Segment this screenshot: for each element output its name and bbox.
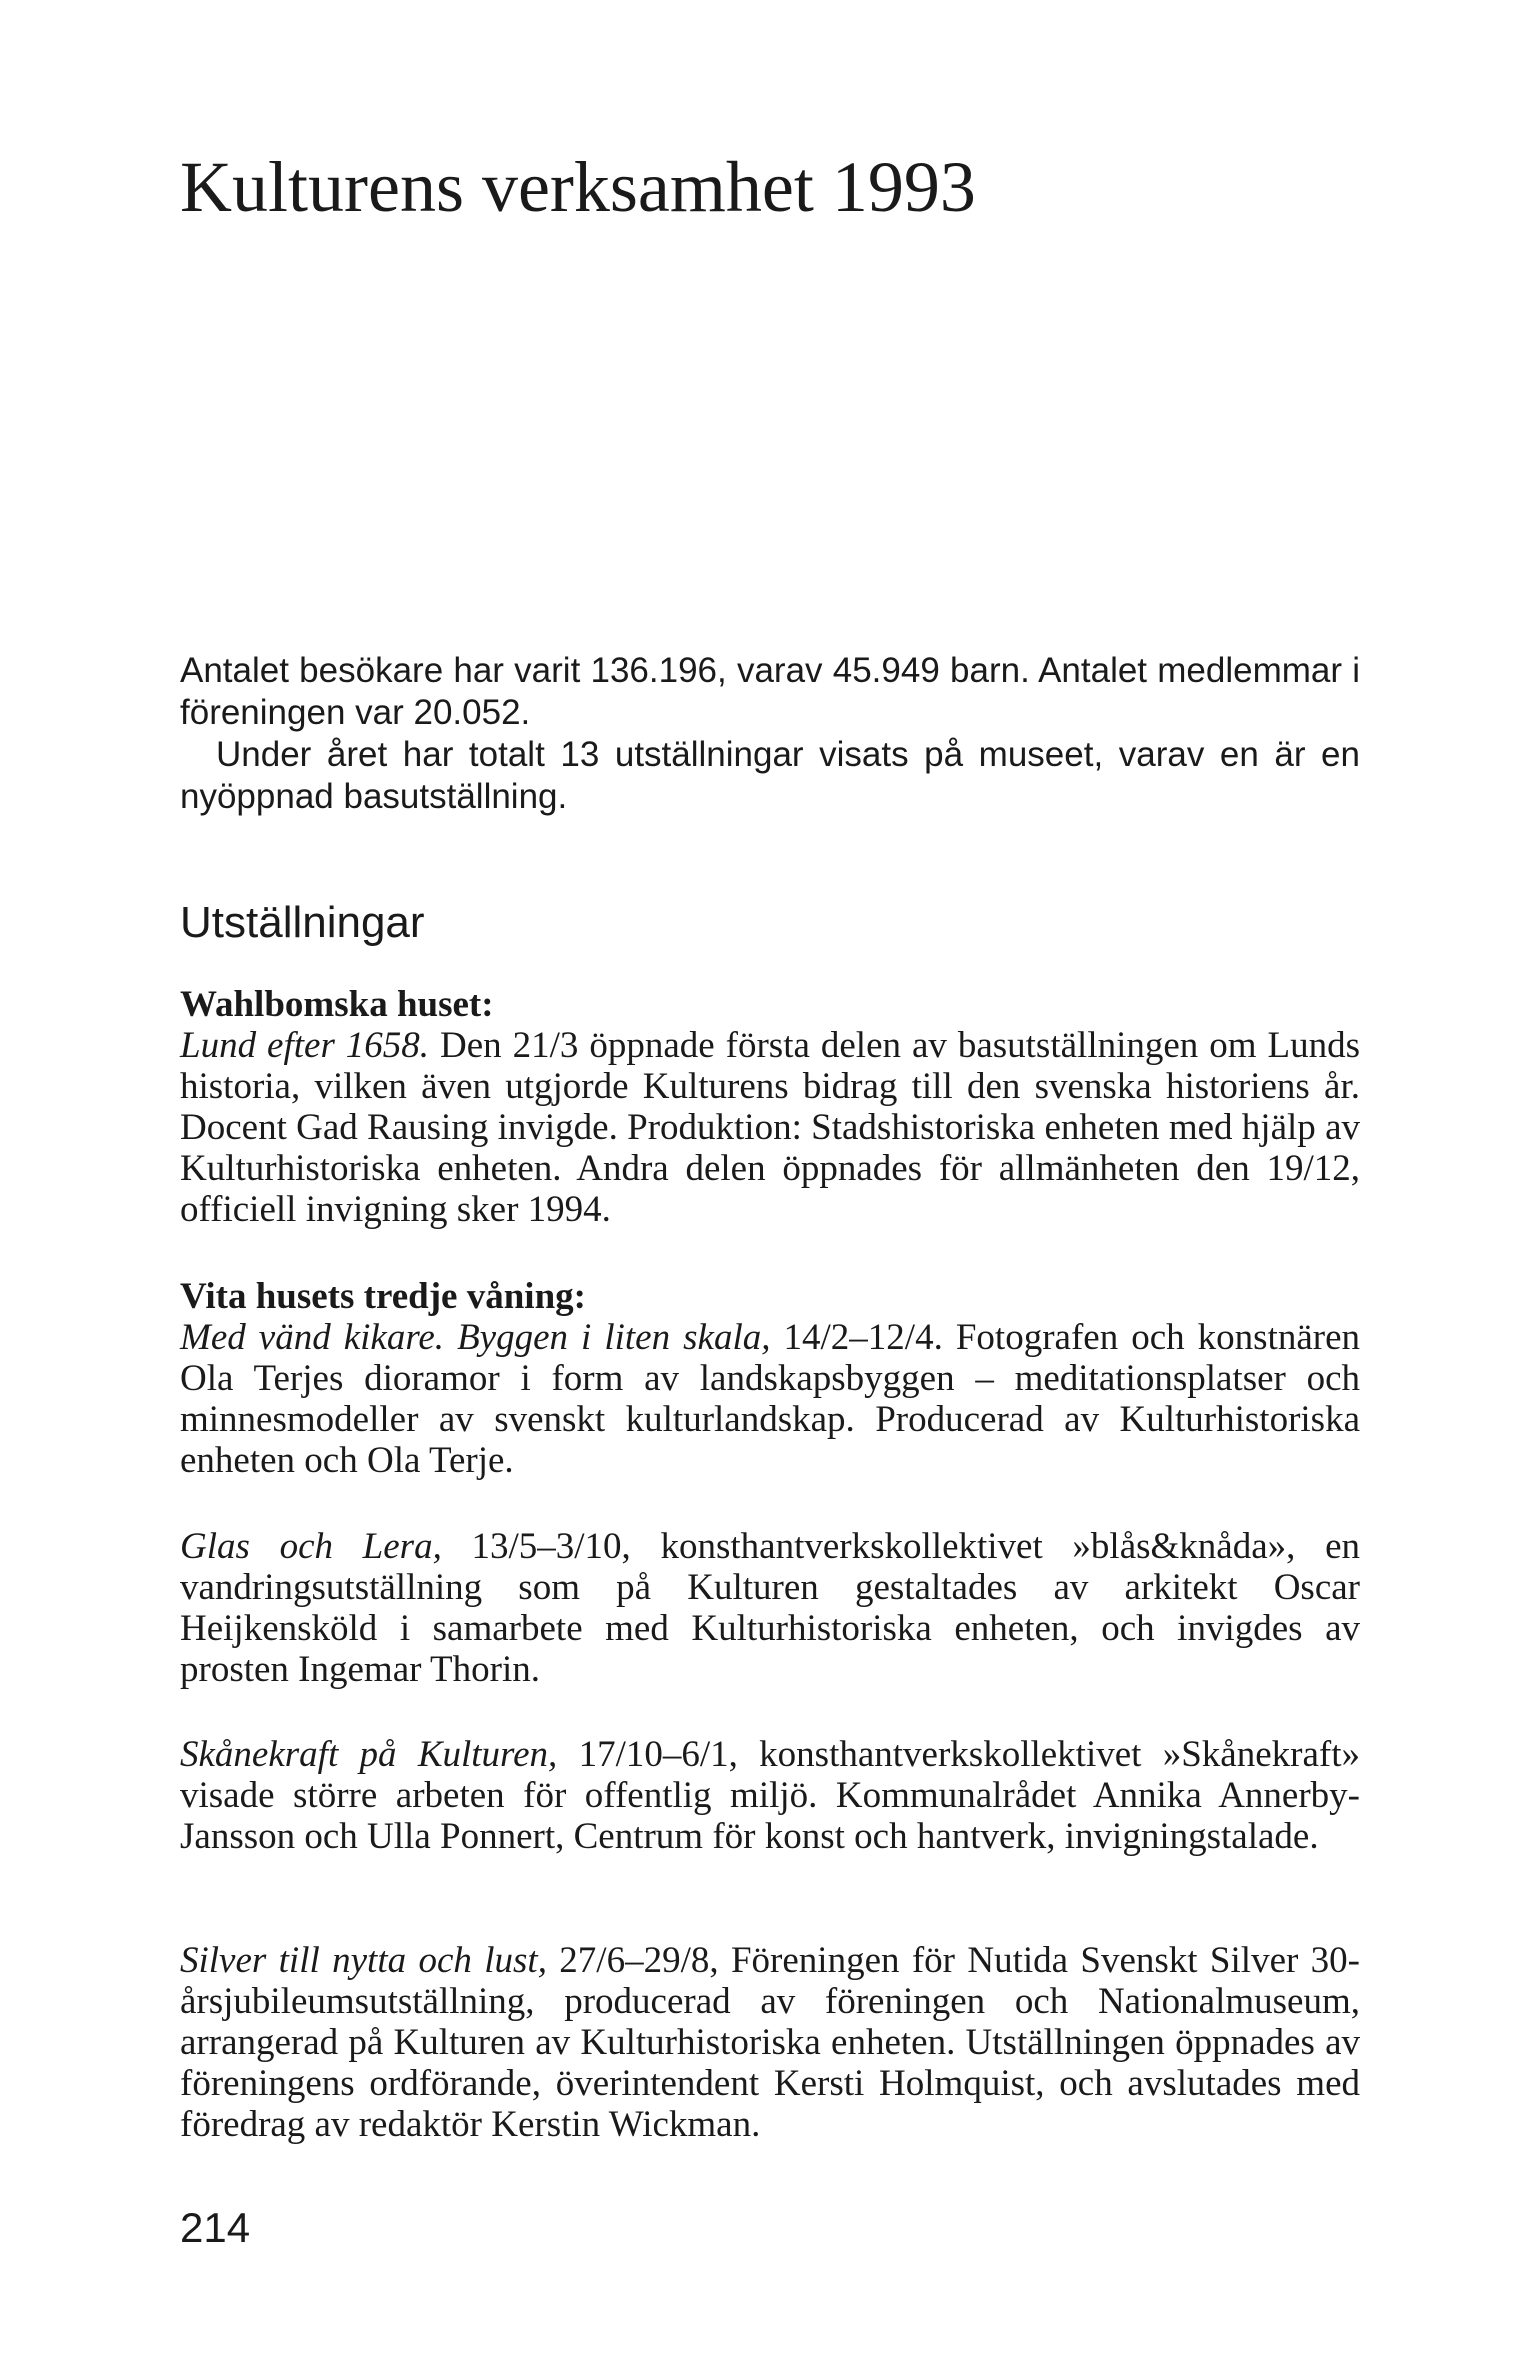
- entry-heading: Vita husets tredje våning:: [180, 1276, 586, 1317]
- intro-paragraph-1: Antalet besökare har varit 136.196, varav 45.949 barn. Antalet medlemmar i föreningen var 20.052.: [180, 651, 1360, 732]
- entry-vita-huset: [180, 1276, 1360, 1481]
- entry-heading: Wahlbomska huset:: [180, 984, 494, 1025]
- entry-paragraph: [180, 1317, 1360, 1481]
- entry-text: 14/2–12/4. Fotografen och konstnären Ola Terjes dioramor i form av landskapsbyggen – meditationsplatser och minnesmodeller av svenskt kulturlandskap. Producerad av Kulturhistoriska enheten och Ola Terje.: [180, 1317, 1361, 1481]
- exhibition-title: Glas och Lera,: [180, 1526, 442, 1567]
- exhibition-title: Med vänd kikare. Byggen i liten skala,: [180, 1317, 771, 1358]
- exhibition-title: Lund efter 1658.: [180, 1025, 430, 1066]
- intro-block: [180, 650, 1360, 818]
- entry-glas-och-lera: [180, 1526, 1360, 1690]
- section-heading: Utställningar: [180, 898, 425, 947]
- entry-paragraph: [180, 1734, 1360, 1857]
- entry-silver: [180, 1940, 1360, 2145]
- entry-text: 13/5–3/10, konsthantverkskollektivet »blås&knåda», en vandringsutställning som på Kulturen gestaltades av arkitekt Oscar Heijkensköld i samarbete med Kulturhistoriska enheten, och invigdes av prosten Ingemar Thorin.: [180, 1526, 1360, 1690]
- exhibition-title: Silver till nytta och lust,: [180, 1940, 547, 1981]
- entry-skanekraft: [180, 1734, 1360, 1857]
- intro-paragraph-2: Under året har totalt 13 utställningar visats på museet, varav en är en nyöppnad basutställning.: [180, 735, 1360, 816]
- entry-wahlbomska: [180, 984, 1360, 1230]
- entry-text: 17/10–6/1, konsthantverkskollektivet »Skånekraft» visade större arbeten för offentlig miljö. Kommunalrådet Annika Annerby-Jansson och Ulla Ponnert, Centrum för konst och hantverk, invigningstalade.: [180, 1734, 1360, 1857]
- entry-text: 27/6–29/8, Föreningen för Nutida Svenskt Silver 30-årsjubileumsutställning, producerad av föreningen och Nationalmuseum, arrangerad på Kulturen av Kulturhistoriska enheten. Utställningen öppnades av föreningens ordförande, överintendent Kersti Holmquist, och avslutades med föredrag av redaktör Kerstin Wickman.: [180, 1940, 1360, 2145]
- exhibition-title: Skånekraft på Kulturen,: [180, 1734, 558, 1775]
- entry-text: Den 21/3 öppnade första delen av basutställningen om Lunds historia, vilken även utgjorde Kulturens bidrag till den svenska historiens år. Docent Gad Rausing invigde. Produktion: Stadshistoriska enheten med hjälp av Kulturhistoriska enheten. Andra delen öppnades för allmänheten den 19/12, officiell invigning sker 1994.: [180, 1025, 1360, 1230]
- entry-paragraph: [180, 1025, 1360, 1230]
- entry-paragraph: [180, 1526, 1360, 1690]
- entry-paragraph: [180, 1940, 1360, 2145]
- page-number: 214: [180, 2204, 251, 2251]
- page-title: Kulturens verksamhet 1993: [180, 147, 976, 227]
